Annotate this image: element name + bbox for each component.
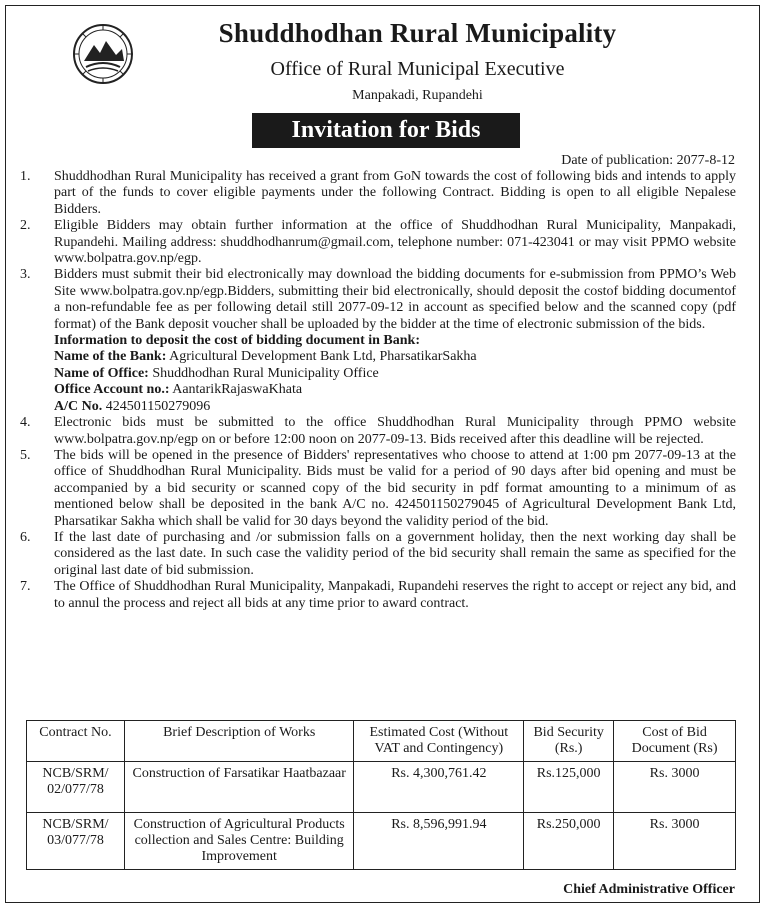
ac-number-label: A/C No. — [54, 398, 103, 414]
bank-name-label: Name of the Bank: — [54, 349, 167, 365]
signature-title: Chief Administrative Officer — [563, 882, 735, 897]
clause-text: Eligible Bidders may obtain further information at the office of Shuddhodhan Rural Municipality, Manpakadi, Rupandehi. Mailing address: shuddhodhanrum@gmail.com, telephone number: 071-423041 or may visit PPMO website www.bolpatra.gov.np/egp. — [54, 218, 736, 267]
account-line — [54, 382, 736, 398]
clause-text: If the last date of purchasing and /or submission falls on a government holiday, then the next working day shall be considered as the last date. In such case the validity period of the bid security shall remain the same as specified for the original last date of bid submission. — [54, 529, 736, 578]
clause-text: The bids will be opened in the presence of Bidders' representatives who choose to attend at 1:00 pm 2077-09-13 at the office of Shuddhodhan Rural Municipality. Bids must be valid for a period of 90 days after bid opening and must be accompanied by a bid security or scanned copy of the bid security in pdf format amounting to a minimum of as mentioned below shall be deposited in the bank A/C no. 424501150279045 of Agricultural Development Bank Ltd, Pharsatikar Sakha which shall be valid for 30 days beyond the validity period of the bid. — [54, 447, 736, 529]
cell-estimated-cost: Rs. 4,300,761.42 — [354, 762, 524, 813]
cell-document-cost: Rs. 3000 — [614, 762, 736, 813]
page-title-banner: Invitation for Bids — [252, 113, 520, 148]
table-row — [27, 762, 736, 813]
clause-item — [20, 530, 736, 579]
office-title: Office of Rural Municipal Executive — [270, 58, 565, 80]
col-contract-no: Contract No. — [27, 721, 125, 762]
clause-number: 3. — [20, 267, 31, 283]
location-text: Manpakadi, Rupandehi — [352, 88, 483, 103]
clause-item — [20, 448, 736, 530]
cell-bid-security: Rs.125,000 — [524, 762, 614, 813]
bids-table — [26, 720, 736, 870]
cell-contract-no: NCB/SRM/ 02/077/78 — [27, 762, 125, 813]
clause-text: Electronic bids must be submitted to the office Shuddhodhan Rural Municipality through PPMO website www.bolpatra.gov.np/egp on or before 12:00 noon on 2077-09-13. Bids received after this deadline will be rejected. — [54, 415, 736, 447]
clause-number: 6. — [20, 529, 31, 545]
bank-name-value: Agricultural Development Bank Ltd, PharsatikarSakha — [166, 349, 477, 365]
clause-item — [20, 218, 736, 267]
clause-number: 7. — [20, 579, 31, 595]
clause-item — [20, 169, 736, 218]
clause-number: 1. — [20, 169, 31, 184]
table-row — [27, 813, 736, 870]
office-name-value: Shuddhodhan Rural Municipality Office — [148, 365, 379, 381]
bank-name-line — [54, 349, 736, 365]
clause-text: The Office of Shuddhodhan Rural Municipality, Manpakadi, Rupandehi reserves the right to accept or reject any bid, and to annul the process and reject all bids at any time prior to award contract. — [54, 579, 736, 611]
clause-number: 2. — [20, 218, 31, 234]
col-bid-security: Bid Security (Rs.) — [524, 721, 614, 762]
clause-text: Bidders must submit their bid electronically may download the bidding documents for e-submission from PPMO’s Web Site www.bolpatra.gov.np/egp.Bidders, submitting their bid electronically, should deposit the costof bidding documentof a non-refundable fee as per following detail still 2077-09-12 in account as specified below and the scanned copy (pdf format) of the Bank deposit voucher shall be uploaded by the bidder at the time of electronic submission of the bids. — [54, 267, 736, 332]
col-description: Brief Description of Works — [124, 721, 354, 762]
clauses-list — [20, 169, 736, 612]
cell-bid-security: Rs.250,000 — [524, 813, 614, 870]
cell-description: Construction of Agricultural Products collection and Sales Centre: Building Improvement — [124, 813, 354, 870]
col-estimated-cost: Estimated Cost (Without VAT and Contingency) — [354, 721, 524, 762]
col-document-cost: Cost of Bid Document (Rs) — [614, 721, 736, 762]
clause-item — [20, 267, 736, 333]
clause-number: 4. — [20, 415, 31, 431]
cell-estimated-cost: Rs. 8,596,991.94 — [354, 813, 524, 870]
table-header-row — [27, 721, 736, 762]
clause-item — [20, 579, 736, 612]
publication-date: Date of publication: 2077-8-12 — [561, 153, 735, 168]
cell-contract-no: NCB/SRM/ 03/077/78 — [27, 813, 125, 870]
account-value: AantarikRajaswaKhata — [169, 382, 303, 398]
office-name-label: Name of Office: — [54, 365, 149, 381]
bank-info-block — [54, 333, 736, 415]
account-label: Office Account no.: — [54, 382, 170, 398]
clause-text: Shuddhodhan Rural Municipality has received a grant from GoN towards the cost of following bids and intends to apply part of the funds to cover eligible payments under the following Contract. Bidding is open to all eligible Nepalese Bidders. — [54, 169, 736, 217]
office-name-line — [54, 366, 736, 382]
ac-number-line — [54, 399, 736, 415]
cell-document-cost: Rs. 3000 — [614, 813, 736, 870]
bank-info-heading: Information to deposit the cost of bidding document in Bank: — [54, 333, 420, 349]
cell-description: Construction of Farsatikar Haatbazaar — [124, 762, 354, 813]
clause-number: 5. — [20, 447, 31, 463]
clause-item — [20, 415, 736, 448]
ac-number-value: 424501150279096 — [102, 398, 211, 414]
notice-page — [5, 5, 760, 903]
org-title: Shuddhodhan Rural Municipality — [218, 18, 617, 48]
